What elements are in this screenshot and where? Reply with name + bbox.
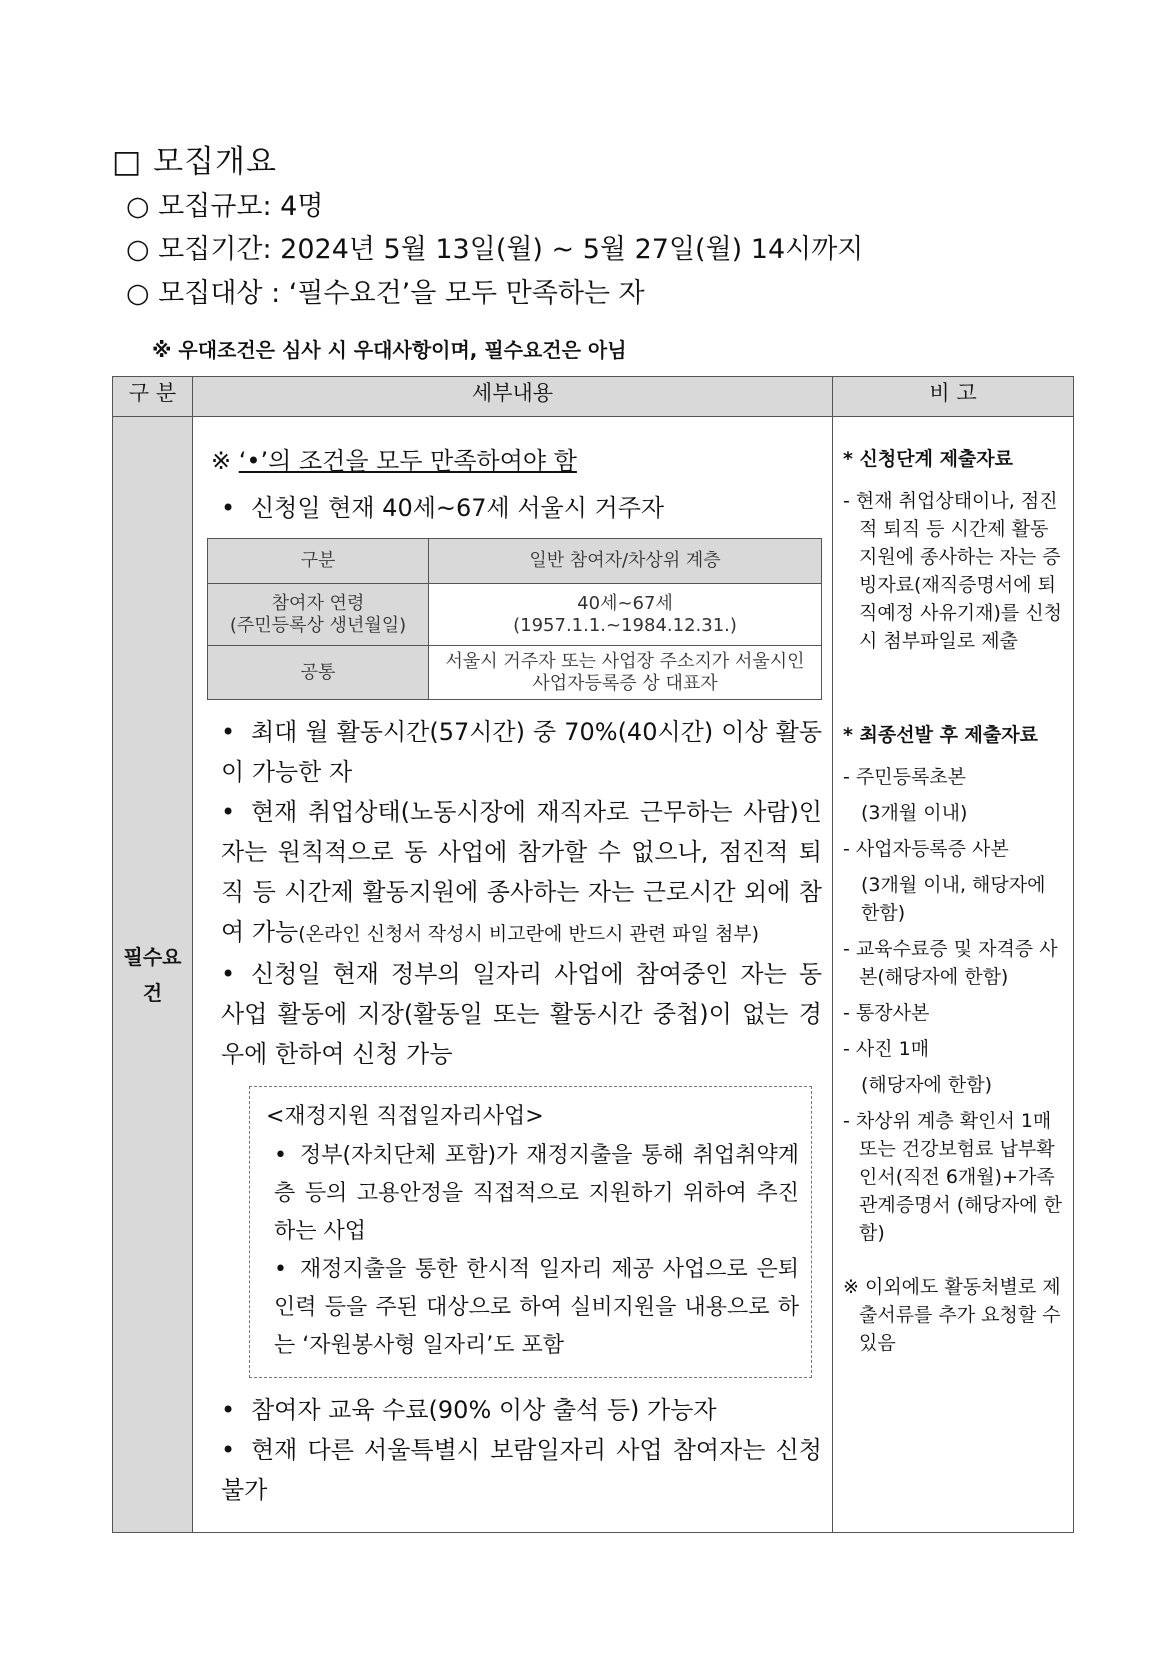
bullet-icon: •	[274, 1143, 287, 1168]
bullet-icon: •	[221, 1396, 236, 1424]
eligibility-row-common: 공통 서울시 거주자 또는 사업장 주소지가 서울시인 사업자등록증 상 대표자	[208, 646, 822, 700]
bullet-icon: •	[221, 718, 236, 746]
requirement-heading: ※ ‘•’의 조건을 모두 만족하여야 함	[211, 447, 577, 475]
header-category: 구 분	[113, 377, 193, 417]
bullet-education: • 참여자 교육 수료(90% 이상 출석 등) 가능자	[207, 1390, 822, 1430]
table-header-row	[113, 377, 1074, 417]
bullet-government-jobs: • 신청일 현재 정부의 일자리 사업에 참여중인 자는 동 사업 활동에 지장(활동일 또는 활동시간 중첩)이 없는 경우에 한하여 신청 가능	[207, 954, 822, 1074]
category-cell: 필수요 건	[113, 417, 193, 1533]
eligibility-header-row: 구분 일반 참여자/차상위 계층	[208, 539, 822, 584]
remarks-item: - 통장사본	[843, 1002, 930, 1024]
circle-bullet-icon: ○	[126, 234, 150, 265]
bullet-icon: •	[221, 494, 236, 522]
detail-cell	[193, 417, 833, 1533]
section-title	[112, 136, 277, 181]
box-bullet: • 정부(자치단체 포함)가 재정지출을 통해 취업취약계층 등의 고용안정을 직접적으로 지원하기 위하여 추진하는 사업	[262, 1137, 799, 1251]
eligibility-table	[207, 538, 822, 700]
header-detail: 세부내용	[193, 377, 833, 417]
eligibility-row-age: 참여자 연령 (주민등록상 생년월일) 40세~67세 (1957.1.1.~1984.12.31.)	[208, 584, 822, 646]
bullet-other-program: • 현재 다른 서울특별시 보람일자리 사업 참여자는 신청 불가	[207, 1430, 822, 1510]
bullet-icon: •	[221, 960, 236, 988]
direct-job-program-box	[249, 1086, 812, 1378]
remarks-heading-application: * 신청단계 제출자료	[843, 448, 1013, 470]
remarks-item: - 사업자등록증 사본	[843, 838, 1009, 860]
table-row	[113, 417, 1074, 1533]
remarks-item: - 교육수료증 및 자격증 사본(해당자에 한함)	[843, 938, 1058, 988]
remarks-item: - 차상위 계층 확인서 1매 또는 건강보험료 납부확인서(직전 6개월)+가족관계증명서 (해당자에 한함)	[843, 1110, 1063, 1244]
requirements-table	[112, 376, 1074, 1533]
header-remarks: 비 고	[833, 377, 1074, 417]
bullet-icon: •	[221, 1436, 236, 1464]
overview-scale: ○ 모집규모: 4명	[126, 191, 324, 222]
circle-bullet-icon: ○	[126, 191, 150, 222]
overview-target: ○ 모집대상 : ‘필수요건’을 모두 만족하는 자	[126, 278, 645, 309]
bullet-icon: •	[274, 1257, 287, 1282]
bullet-age-residence: • 신청일 현재 40세~67세 서울시 거주자	[207, 488, 822, 528]
circle-bullet-icon: ○	[126, 278, 150, 309]
bullet-icon: •	[221, 798, 236, 826]
section-title-text: 모집개요	[153, 144, 277, 180]
remarks-heading-final: * 최종선발 후 제출자료	[843, 724, 1038, 746]
box-title: <재정지원 직접일자리사업>	[266, 1104, 544, 1129]
remarks-cell: * 신청단계 제출자료 - 현재 취업상태이나, 점진적 퇴직 등 시간제 활동지원에 종사하는 자는 증빙자료(재직증명서에 퇴직예정 사유기재)를 신청 시 첨부파일로 제출 * 최종선발 후 제출자료 - 주민등록초본 (3개월 이내) - 사업자등록증 사본 (3개월 이내, 해당자에 한함) - 교육수료증 및 자격증 사본(해당자에 한함) - 통장사본 - 사진 1매 (해당자에 한함) - 차상위 계층 확인서 1매 또는 건강보험료 납부확인서(직전 6개월)+가족관계증명서 (해당자에 한함) ※ 이외에도 활동처별로 제출서류를 추가 요청할 수 있음	[833, 417, 1074, 1533]
remarks-item: - 현재 취업상태이나, 점진적 퇴직 등 시간제 활동지원에 종사하는 자는 증빙자료(재직증명서에 퇴직예정 사유기재)를 신청 시 첨부파일로 제출	[843, 490, 1063, 652]
overview-period: ○ 모집기간: 2024년 5월 13일(월) ~ 5월 27일(월) 14시까지	[126, 234, 864, 265]
remarks-item: - 사진 1매	[843, 1038, 930, 1060]
bullet-activity-hours: • 최대 월 활동시간(57시간) 중 70%(40시간) 이상 활동이 가능한 자	[207, 712, 822, 792]
overview-note: ※ 우대조건은 심사 시 우대사항이며, 필수요건은 아님	[152, 338, 627, 362]
box-bullet: • 재정지출을 통한 한시적 일자리 제공 사업으로 은퇴인력 등을 주된 대상으로 하여 실비지원을 내용으로 하는 ‘자원봉사형 일자리’도 포함	[262, 1251, 799, 1365]
remarks-footnote: ※ 이외에도 활동처별로 제출서류를 추가 요청할 수 있음	[843, 1276, 1061, 1354]
remarks-item: - 주민등록초본	[843, 766, 967, 788]
bullet-employment-status: • 현재 취업상태(노동시장에 재직자로 근무하는 사람)인 자는 원칙적으로 동 사업에 참가할 수 없으나, 점진적 퇴직 등 시간제 활동지원에 종사하는 자는 근로시간 외에 참여 가능(온라인 신청서 작성시 비고란에 반드시 관련 파일 첨부)	[207, 792, 822, 954]
checkbox-square-icon: □	[112, 144, 143, 180]
